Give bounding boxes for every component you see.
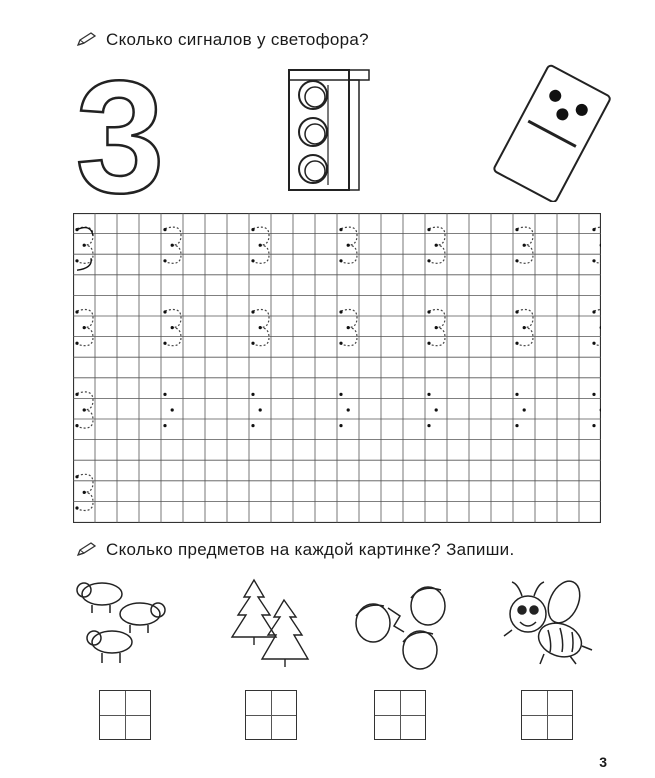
trace-dot xyxy=(163,228,166,231)
pigs-icon xyxy=(72,572,172,672)
trace-dot xyxy=(251,228,254,231)
trace-dot xyxy=(339,310,342,313)
stroke-direction-arrow xyxy=(77,258,91,270)
trace-dot xyxy=(600,326,601,329)
trace-dot xyxy=(427,342,430,345)
trace-dot xyxy=(427,259,430,262)
trace-dot xyxy=(592,424,595,427)
trace-dot xyxy=(75,259,78,262)
pencil-icon xyxy=(76,542,98,558)
trace-dot xyxy=(259,408,262,411)
trace-dot xyxy=(523,326,526,329)
fir-trees-icon xyxy=(222,575,322,675)
answer-box-1[interactable] xyxy=(99,690,151,740)
trace-dot xyxy=(251,393,254,396)
trace-dot xyxy=(251,259,254,262)
stroke-direction-arrow xyxy=(77,228,93,236)
big-digit-text: 3 xyxy=(75,62,165,202)
trace-dot xyxy=(75,342,78,345)
trace-dot xyxy=(163,424,166,427)
trace-dot xyxy=(592,310,595,313)
task-2-heading xyxy=(76,540,514,560)
trace-dot xyxy=(75,393,78,396)
trace-dot xyxy=(435,326,438,329)
trace-dot xyxy=(592,228,595,231)
answer-box-4[interactable] xyxy=(521,690,573,740)
writing-grid xyxy=(73,213,601,523)
trace-dot xyxy=(347,244,350,247)
trace-dot xyxy=(347,326,350,329)
trace-dot xyxy=(523,244,526,247)
page-number: 3 xyxy=(599,754,607,770)
traffic-light-icon xyxy=(283,65,373,195)
trace-dot xyxy=(251,310,254,313)
trace-dot xyxy=(163,393,166,396)
trace-dot xyxy=(427,228,430,231)
trace-dot xyxy=(171,244,174,247)
trace-dot xyxy=(75,475,78,478)
trace-dot xyxy=(163,310,166,313)
nuts-icon xyxy=(348,578,458,678)
trace-dot xyxy=(515,393,518,396)
trace-dot xyxy=(83,326,86,329)
trace-dot xyxy=(592,393,595,396)
task-1-text: Сколько сигналов у светофора? xyxy=(106,30,369,49)
trace-dot xyxy=(339,228,342,231)
task-2-text: Сколько предметов на каждой картинке? Запиши. xyxy=(106,540,515,559)
trace-dot xyxy=(515,259,518,262)
task-1-heading xyxy=(76,30,369,50)
trace-dot xyxy=(592,342,595,345)
domino-icon xyxy=(488,62,618,202)
trace-dot xyxy=(259,326,262,329)
trace-dot xyxy=(523,408,526,411)
trace-dot xyxy=(515,424,518,427)
trace-dot xyxy=(600,408,601,411)
trace-dot xyxy=(339,259,342,262)
answer-box-2[interactable] xyxy=(245,690,297,740)
trace-dot xyxy=(75,424,78,427)
trace-dot xyxy=(163,259,166,262)
trace-dot xyxy=(259,244,262,247)
trace-dot xyxy=(251,342,254,345)
trace-dot xyxy=(83,491,86,494)
trace-dot xyxy=(339,393,342,396)
trace-dot xyxy=(75,310,78,313)
trace-dot xyxy=(435,244,438,247)
big-digit-three xyxy=(70,62,176,202)
trace-dot xyxy=(515,310,518,313)
trace-dot xyxy=(427,424,430,427)
trace-dot xyxy=(600,244,601,247)
trace-dot xyxy=(435,408,438,411)
trace-dot xyxy=(75,506,78,509)
trace-dot xyxy=(83,408,86,411)
trace-dot xyxy=(171,408,174,411)
trace-dot xyxy=(251,424,254,427)
bee-icon xyxy=(498,574,603,674)
trace-dot xyxy=(427,310,430,313)
trace-dot xyxy=(515,342,518,345)
trace-dot xyxy=(171,326,174,329)
trace-dot xyxy=(427,393,430,396)
pencil-icon xyxy=(76,32,98,48)
trace-dot xyxy=(339,342,342,345)
trace-dot xyxy=(163,342,166,345)
trace-dot xyxy=(347,408,350,411)
trace-dot xyxy=(592,259,595,262)
trace-dot xyxy=(83,244,86,247)
answer-box-3[interactable] xyxy=(374,690,426,740)
trace-dot xyxy=(515,228,518,231)
trace-dot xyxy=(339,424,342,427)
